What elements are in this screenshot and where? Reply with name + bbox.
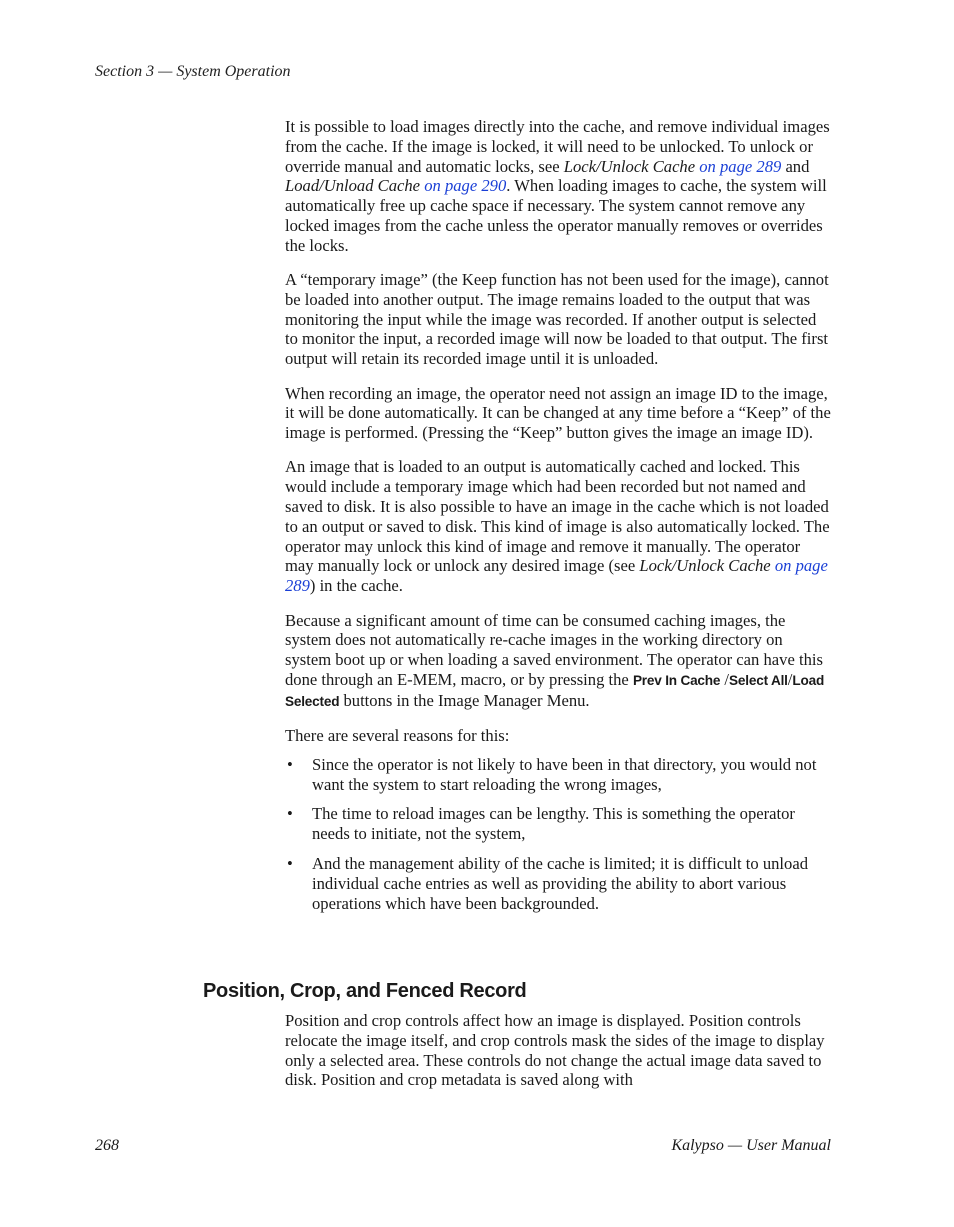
main-body	[285, 117, 831, 923]
separator: /	[787, 669, 793, 689]
bullet-icon: •	[287, 754, 293, 774]
ui-label-prev-in-cache: Prev In Cache	[632, 672, 721, 688]
xref-link-page-289[interactable]: on page 289	[699, 156, 782, 176]
bullet-icon: •	[287, 854, 293, 873]
list-item-text: The time to reload images can be lengthy. This is something the operator needs to initiate, not the system,	[312, 804, 795, 844]
paragraph-auto-lock	[285, 457, 831, 596]
separator: /	[724, 669, 730, 689]
ui-label-select-all: Select All	[729, 672, 788, 688]
list-item-text: Since the operator is not likely to have been in that directory, you would not want the system to start reloading the wrong images,	[312, 754, 817, 794]
section-heading: Position, Crop, and Fenced Record	[203, 980, 527, 1002]
xref-link-page-290[interactable]: on page 290	[424, 176, 507, 196]
paragraph-image-id: When recording an image, the operator need not assign an image ID to the image, it will be done automatically. It can be changed at any time before a “Keep” of the image is performed. (Pressing the “Keep” button gives the image an image ID).	[285, 383, 831, 443]
bullet-icon: •	[287, 804, 293, 824]
text-run: An image that is loaded to an output is automatically cached and locked. This would include a temporary image which had been recorded but not named and saved to disk. It is also possible to have an image in the cache which is not loaded to an output or saved to disk. This kind of image is also automatically locked. The operator may unlock this kind of image and remove it manually. The operator may manually lock or unlock any desired image (see	[285, 457, 830, 576]
running-header: Section 3 — System Operation	[95, 63, 291, 80]
list-item	[285, 854, 831, 913]
xref-title: Lock/Unlock Cache	[639, 556, 771, 576]
text-run: It is possible to load images directly into the cache, and remove individual images from the cache. If the image is locked, it will need to be unlocked. To unlock or override manual and automatic locks, see	[285, 117, 830, 176]
text-run: and	[781, 156, 810, 176]
section-body	[285, 1011, 831, 1090]
list-item	[285, 755, 831, 795]
paragraph-recache	[285, 611, 831, 712]
xref-link-page-289[interactable]: on page 289	[285, 556, 828, 596]
list-item-text: And the management ability of the cache is limited; it is difficult to unload individual cache entries as well as providing the ability to abort various operations which have been backgrounded.	[312, 854, 809, 913]
list-item	[285, 804, 831, 844]
running-footer-title: Kalypso — User Manual	[671, 1137, 831, 1154]
text-run: . When loading images to cache, the system will automatically free up cache space if necessary. The system cannot remove any locked images from the cache unless the operator manually removes or overrides the locks.	[285, 176, 827, 255]
paragraph-reasons-intro: There are several reasons for this:	[285, 726, 510, 746]
paragraph-position-crop: Position and crop controls affect how an image is displayed. Position controls relocate the image itself, and crop controls mask the sides of the image to display only a selected area. These controls do not change the actual image data saved to disk. Position and crop metadata is saved along with	[285, 1011, 825, 1090]
page-number: 268	[95, 1137, 119, 1154]
paragraph-temporary-image: A “temporary image” (the Keep function has not been used for the image), cannot be loaded into another output. The image remains loaded to the output that was monitoring the input while the image was recorded. If another output is selected to monitor the input, a recorded image will now be loaded to that output. The first output will retain its recorded image until it is unloaded.	[285, 270, 829, 369]
xref-title: Load/Unload Cache	[285, 176, 421, 196]
text-run: Because a significant amount of time can be consumed caching images, the system does not automatically re-cache images in the working directory on system boot up or when loading a saved environment. The operator can have this done through an E-MEM, macro, or by pressing the	[285, 610, 823, 689]
paragraph-cache-loading	[285, 117, 831, 256]
xref-title: Lock/Unlock Cache	[563, 156, 696, 176]
ui-label-load-selected: Load Selected	[285, 672, 825, 709]
text-run: ) in the cache.	[309, 576, 403, 596]
text-run: buttons in the Image Manager Menu.	[339, 690, 590, 710]
reasons-list	[285, 755, 831, 914]
